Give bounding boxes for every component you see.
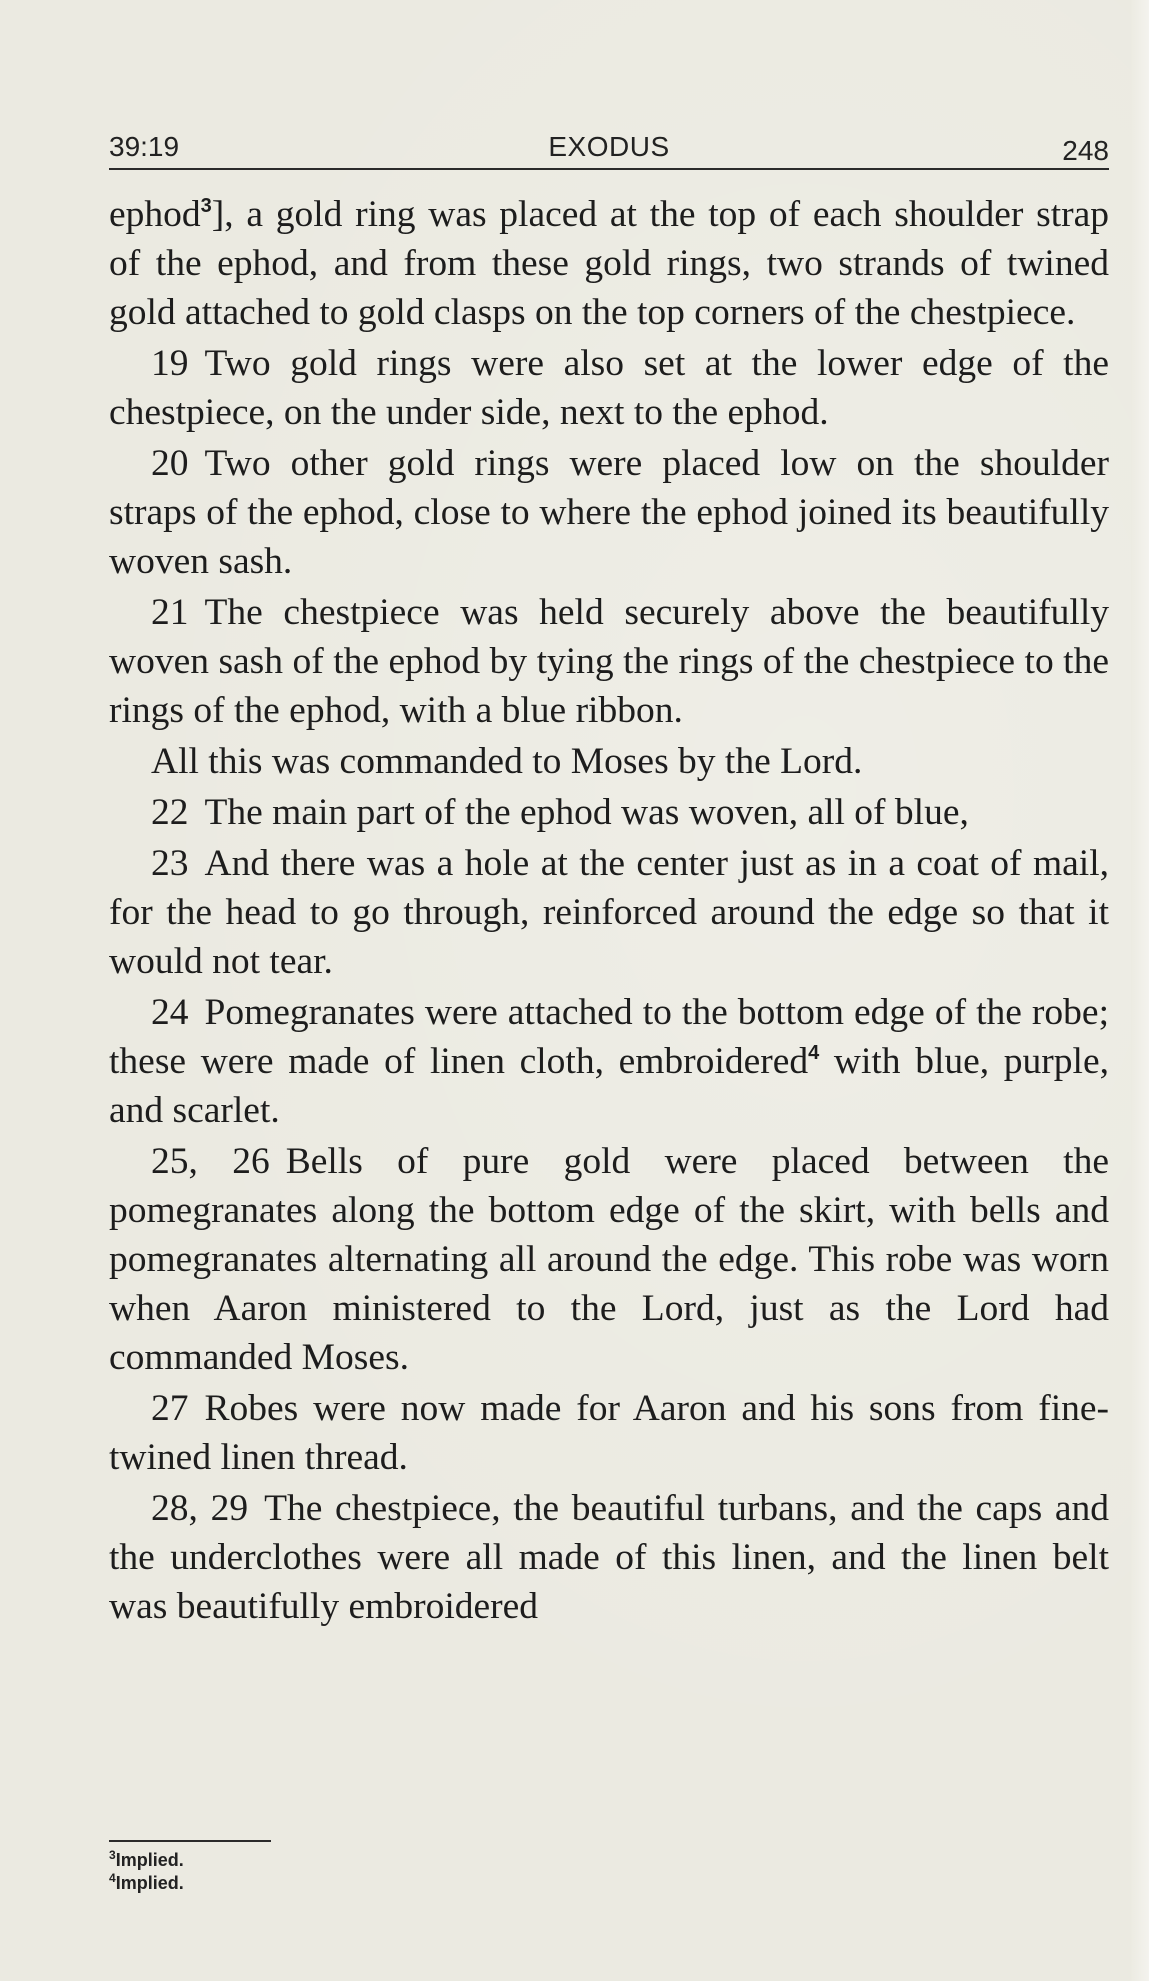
verse-text: ], a gold ring was placed at the top of each shoulder strap of the ephod, and from these gold rings, two strands of twined gold attached to gold clasps on the top corners of the chestpiece. [109,194,1109,333]
verse-paragraph [109,439,1109,586]
verse-number: 24 [151,992,189,1033]
verse-number: 20 [151,443,189,484]
verse-text: with blue, purple, and scarlet. [109,1041,1109,1131]
verse-text: Two other gold rings were placed low on the shoulder straps of the ephod, close to where the ephod joined its beautifully woven sash. [109,443,1109,582]
verse-text: Pomegranates were attached to the bottom edge of the robe; these were made of linen cloth, embroidered [109,992,1109,1082]
footnote-text: Implied. [115,1873,184,1893]
verse-text: ephod [109,194,201,235]
verse-number: 27 [151,1388,189,1429]
header-rule [109,168,1109,170]
footnote [109,1872,184,1895]
book-title: EXODUS [548,131,670,162]
footnote-rule [109,1840,271,1842]
verse-paragraph [109,839,1109,986]
verse-number: 25, 26 [151,1141,270,1182]
chapter-verse-reference: 39:19 [109,131,180,162]
verse-paragraph [109,339,1109,437]
verse-text: Two gold rings were also set at the lower edge of the chestpiece, on the under side, next to the ephod. [109,343,1109,433]
footnote-number: 4 [109,1871,116,1885]
verse-number: 23 [151,843,189,884]
verse-paragraph [109,1384,1109,1482]
verse-number: 19 [151,343,189,384]
body-text [109,190,1109,1631]
verse-text: The chestpiece was held securely above the beautifully woven sash of the ephod by tying the rings of the chestpiece to the rings of the ephod, with a blue ribbon. [109,592,1109,731]
verse-number: 28, 29 [151,1488,249,1529]
verse-paragraph [109,1137,1109,1382]
verse-text: All this was commanded to Moses by the Lord. [151,741,863,782]
verse-paragraph [109,588,1109,735]
verse-paragraph [109,988,1109,1135]
footnote-text: Implied. [115,1850,184,1870]
footnote-marker: 3 [200,195,212,217]
footnote-marker: 4 [808,1042,820,1064]
verse-paragraph [109,1484,1109,1631]
page-edge [1131,0,1149,1981]
verse-text: The chestpiece, the beautiful turbans, and the caps and the underclothes were all made of this linen, and the linen belt was beautifully embroidered [109,1488,1109,1627]
verse-paragraph [109,788,1109,837]
footnote [109,1849,184,1872]
footnote-number: 3 [109,1848,116,1862]
verse-text: The main part of the ephod was woven, all of blue, [204,792,969,833]
verse-number: 21 [151,592,189,633]
verse-text: Bells of pure gold were placed between the pomegranates along the bottom edge of the skirt, with bells and pomegranates alternating all around the edge. This robe was worn when Aaron ministered to the Lord, just as the Lord had commanded Moses. [109,1141,1109,1378]
verse-text: And there was a hole at the center just as in a coat of mail, for the head to go through, reinforced around the edge so that it would not tear. [109,843,1109,982]
footnotes [109,1849,184,1895]
page-number: 248 [1062,135,1109,166]
verse-number: 22 [151,792,189,833]
running-header [109,125,1109,169]
verse-paragraph [109,737,1109,786]
verse-paragraph [109,190,1109,337]
verse-text: Robes were now made for Aaron and his sons from fine-twined linen thread. [109,1388,1109,1478]
